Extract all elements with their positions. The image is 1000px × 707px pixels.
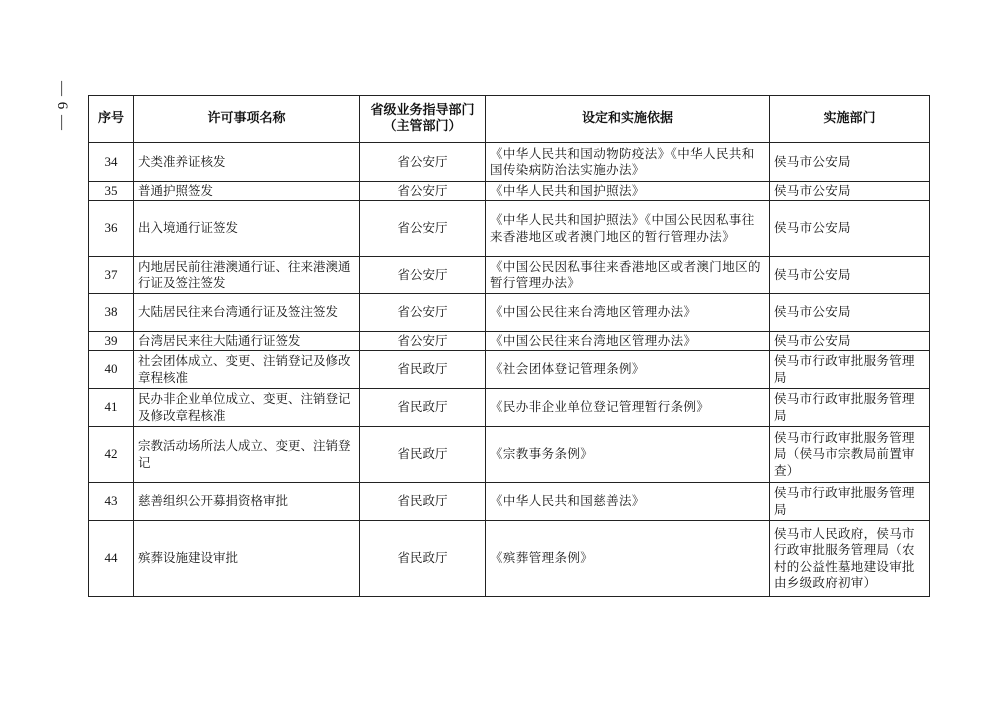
header-impl: 实施部门 (770, 96, 930, 143)
header-dept (360, 96, 486, 143)
cell-dept: 省民政厅 (360, 389, 486, 427)
cell-no: 42 (89, 427, 134, 483)
cell-no: 40 (89, 351, 134, 389)
cell-basis: 《中华人民共和国慈善法》 (486, 483, 770, 521)
cell-name: 出入境通行证签发 (134, 201, 360, 257)
cell-basis: 《宗教事务条例》 (486, 427, 770, 483)
header-dept-line2: （主管部门） (383, 119, 462, 134)
cell-dept: 省民政厅 (360, 427, 486, 483)
table-header-row (89, 96, 930, 143)
cell-name: 殡葬设施建设审批 (134, 521, 360, 597)
table-row (89, 294, 930, 332)
cell-impl: 侯马市公安局 (770, 332, 930, 351)
header-no: 序号 (89, 96, 134, 143)
cell-dept: 省公安厅 (360, 201, 486, 257)
cell-no: 44 (89, 521, 134, 597)
cell-name: 犬类准养证核发 (134, 143, 360, 182)
cell-name: 大陆居民往来台湾通行证及签注签发 (134, 294, 360, 332)
cell-name: 台湾居民来往大陆通行证签发 (134, 332, 360, 351)
table-row (89, 483, 930, 521)
table-row (89, 143, 930, 182)
table-row (89, 351, 930, 389)
cell-impl: 侯马市公安局 (770, 257, 930, 294)
cell-name: 普通护照签发 (134, 182, 360, 201)
cell-basis: 《民办非企业单位登记管理暂行条例》 (486, 389, 770, 427)
cell-name: 民办非企业单位成立、变更、注销登记及修改章程核准 (134, 389, 360, 427)
cell-name: 宗教活动场所法人成立、变更、注销登记 (134, 427, 360, 483)
cell-name: 内地居民前往港澳通行证、往来港澳通行证及签注签发 (134, 257, 360, 294)
table-row (89, 201, 930, 257)
cell-impl: 侯马市行政审批服务管理局（侯马市宗教局前置审查） (770, 427, 930, 483)
cell-no: 35 (89, 182, 134, 201)
cell-name: 慈善组织公开募捐资格审批 (134, 483, 360, 521)
cell-basis: 《殡葬管理条例》 (486, 521, 770, 597)
cell-basis: 《中国公民因私事往来香港地区或者澳门地区的暂行管理办法》 (486, 257, 770, 294)
table-row (89, 257, 930, 294)
cell-impl: 侯马市公安局 (770, 294, 930, 332)
cell-name: 社会团体成立、变更、注销登记及修改章程核准 (134, 351, 360, 389)
table-row (89, 521, 930, 597)
header-dept-line1: 省级业务指导部门 (370, 102, 475, 118)
cell-impl: 侯马市行政审批服务管理局 (770, 351, 930, 389)
cell-basis: 《中华人民共和国护照法》 (486, 182, 770, 201)
cell-basis: 《中国公民往来台湾地区管理办法》 (486, 294, 770, 332)
cell-impl: 侯马市人民政府，侯马市行政审批服务管理局（农村的公益性墓地建设审批由乡级政府初审） (770, 521, 930, 597)
cell-no: 34 (89, 143, 134, 182)
cell-dept: 省公安厅 (360, 332, 486, 351)
cell-basis: 《中国公民往来台湾地区管理办法》 (486, 332, 770, 351)
cell-dept: 省公安厅 (360, 294, 486, 332)
cell-no: 36 (89, 201, 134, 257)
cell-dept: 省公安厅 (360, 182, 486, 201)
cell-impl: 侯马市公安局 (770, 182, 930, 201)
cell-impl: 侯马市公安局 (770, 143, 930, 182)
cell-no: 43 (89, 483, 134, 521)
table-row (89, 389, 930, 427)
cell-dept: 省民政厅 (360, 351, 486, 389)
table-row (89, 332, 930, 351)
cell-basis: 《中华人民共和国动物防疫法》《中华人民共和国传染病防治法实施办法》 (486, 143, 770, 182)
cell-basis: 《中华人民共和国护照法》《中国公民因私事往来香港地区或者澳门地区的暂行管理办法》 (486, 201, 770, 257)
header-name: 许可事项名称 (134, 96, 360, 143)
table-row (89, 427, 930, 483)
cell-no: 41 (89, 389, 134, 427)
cell-impl: 侯马市公安局 (770, 201, 930, 257)
page-number: — 6 — (54, 81, 70, 131)
header-basis: 设定和实施依据 (486, 96, 770, 143)
cell-dept: 省公安厅 (360, 143, 486, 182)
cell-basis: 《社会团体登记管理条例》 (486, 351, 770, 389)
cell-no: 38 (89, 294, 134, 332)
cell-no: 37 (89, 257, 134, 294)
cell-dept: 省民政厅 (360, 521, 486, 597)
permit-table (88, 95, 930, 597)
cell-impl: 侯马市行政审批服务管理局 (770, 483, 930, 521)
cell-impl: 侯马市行政审批服务管理局 (770, 389, 930, 427)
cell-dept: 省公安厅 (360, 257, 486, 294)
cell-dept: 省民政厅 (360, 483, 486, 521)
cell-no: 39 (89, 332, 134, 351)
table-row (89, 182, 930, 201)
